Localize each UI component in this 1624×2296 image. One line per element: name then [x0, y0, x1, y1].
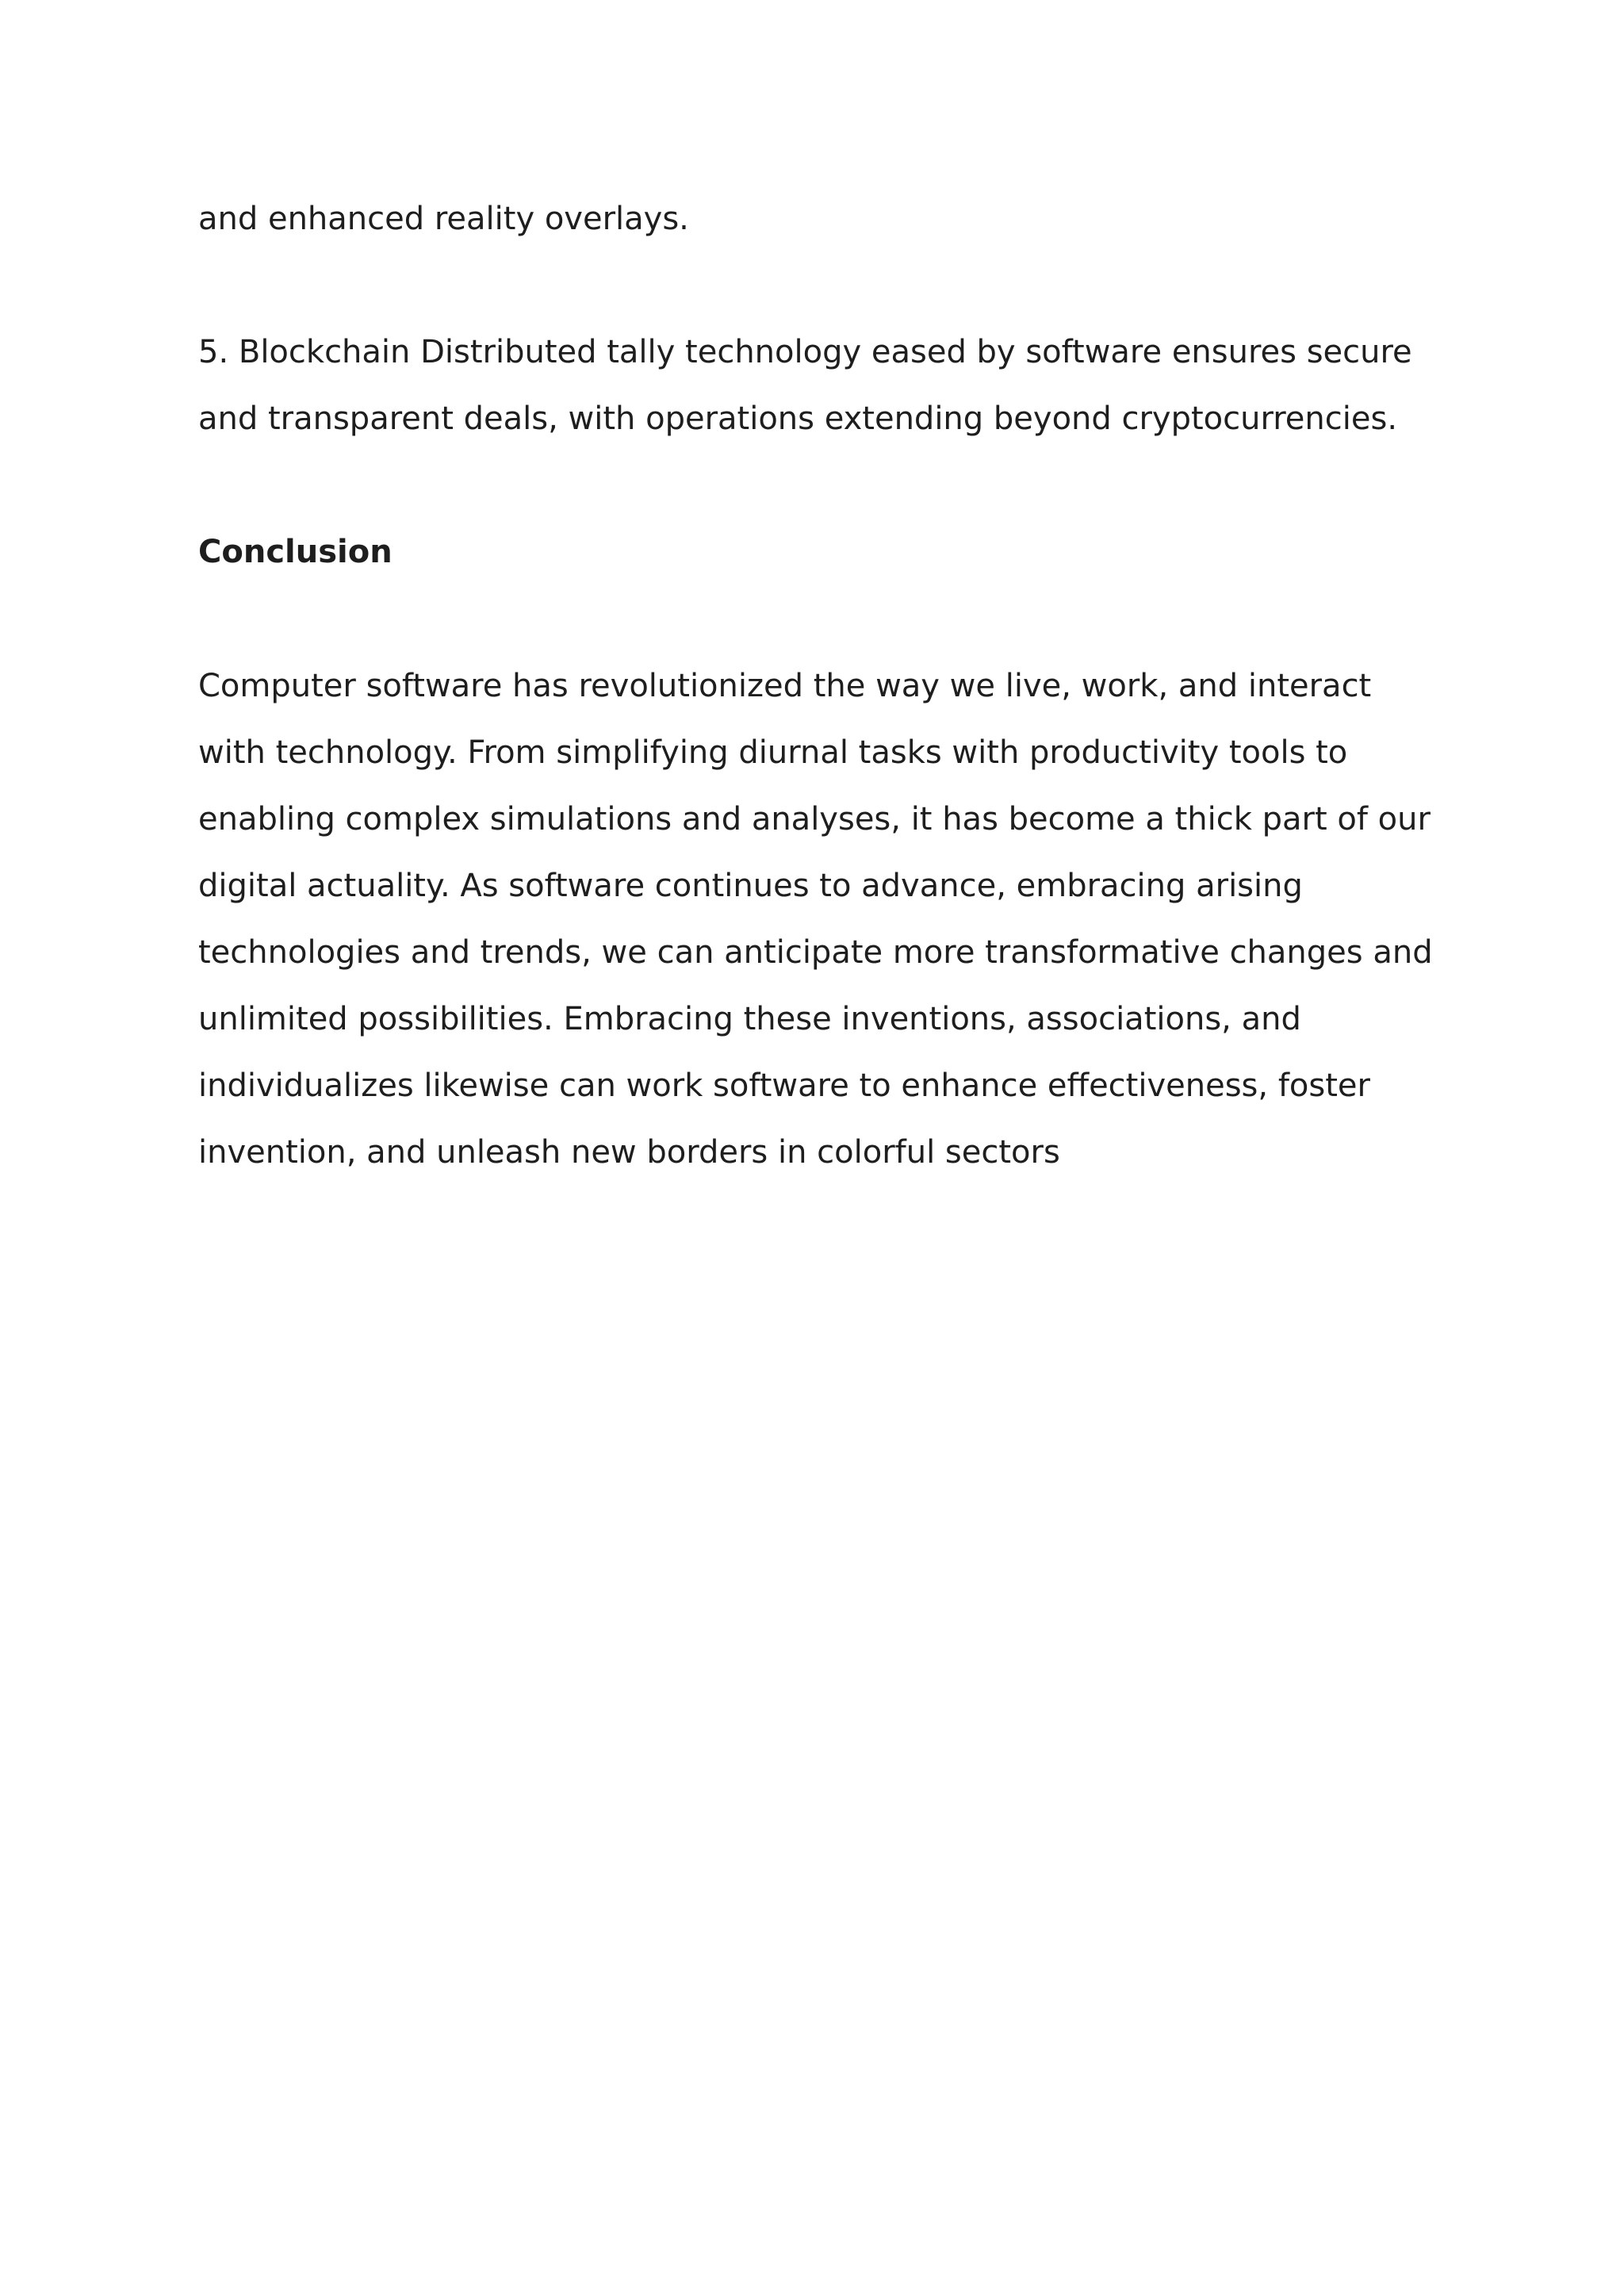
- list-item-blockchain-line: 5. Blockchain Distributed tally technology eased by software ensures secure: [198, 334, 1412, 370]
- conclusion-paragraph-line: individualizes likewise can work software to enhance effectiveness, foster: [198, 1068, 1370, 1104]
- conclusion-paragraph-line: unlimited possibilities. Embracing these inventions, associations, and: [198, 1001, 1301, 1037]
- conclusion-paragraph-line: Computer software has revolutionized the way we live, work, and interact: [198, 668, 1372, 704]
- list-item-blockchain-line: and transparent deals, with operations extending beyond cryptocurrencies.: [198, 401, 1398, 437]
- conclusion-paragraph-line: digital actuality. As software continues to advance, embracing arising: [198, 868, 1303, 904]
- conclusion-heading: Conclusion: [198, 534, 393, 570]
- continuation-line: and enhanced reality overlays.: [198, 201, 689, 237]
- conclusion-paragraph-line: with technology. From simplifying diurnal tasks with productivity tools to: [198, 734, 1348, 771]
- conclusion-paragraph-line: technologies and trends, we can anticipate more transformative changes and: [198, 934, 1433, 971]
- conclusion-paragraph-line: enabling complex simulations and analyses, it has become a thick part of our: [198, 801, 1431, 838]
- conclusion-paragraph-line: invention, and unleash new borders in colorful sectors: [198, 1134, 1060, 1171]
